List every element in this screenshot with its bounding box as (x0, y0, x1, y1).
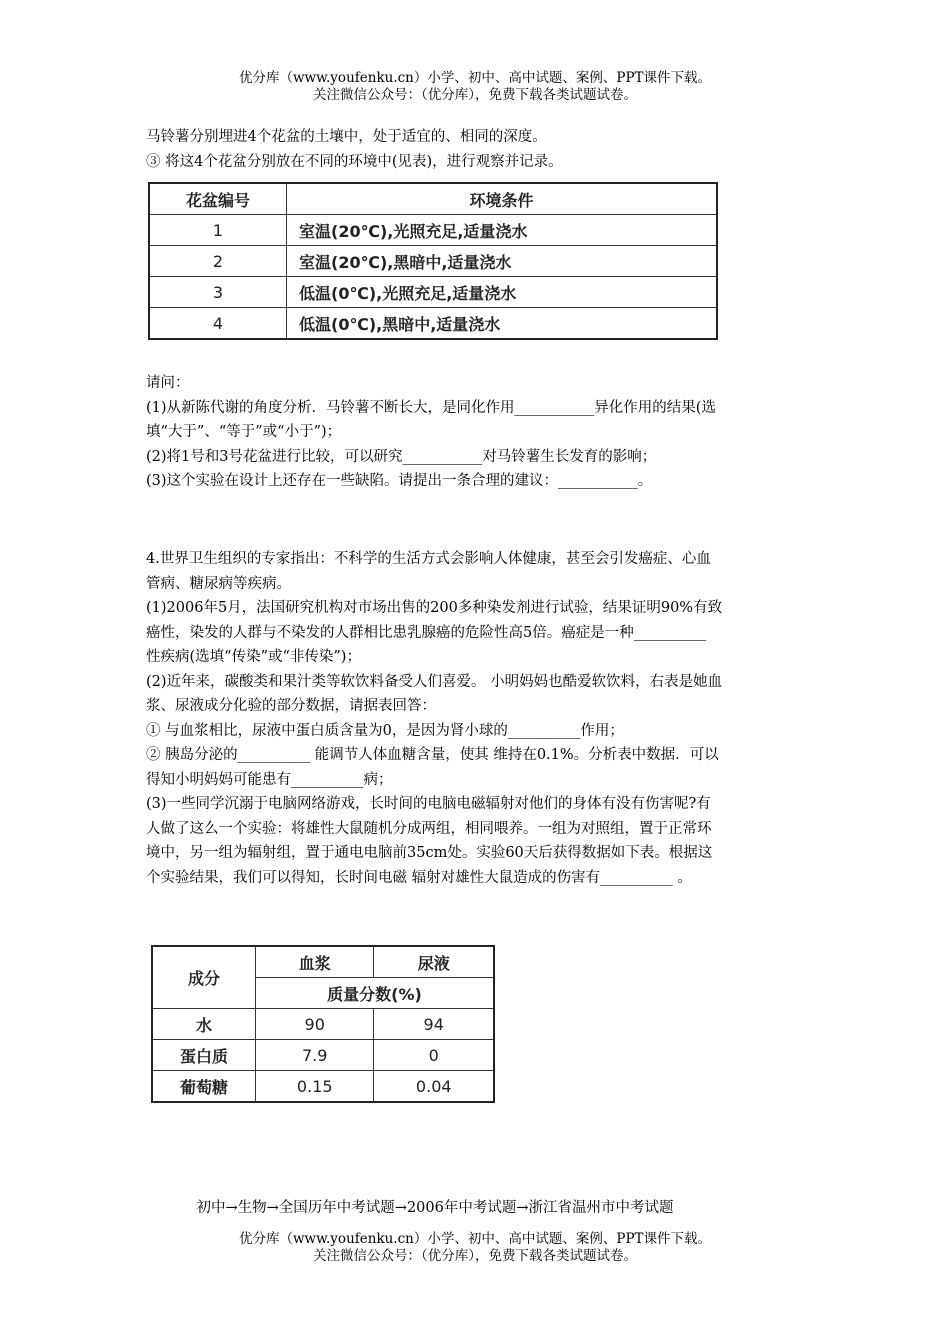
condition-cell: 室温(20℃),黑暗中,适量浇水 (287, 246, 718, 277)
question-3-3: (3)这个实验在设计上还存在一些缺陷。请提出一条合理的建议：___________。 (146, 473, 653, 489)
condition-cell: 室温(20℃),光照充足,适量浇水 (287, 215, 718, 246)
intro-line-1: 马铃薯分别埋进4个花盆的土壤中，处于适宜的、相同的深度。 (146, 129, 547, 145)
table-row (152, 1071, 494, 1103)
breadcrumb-path: 初中→生物→全国历年中考试题→2006年中考试题→浙江省温州市中考试题 (196, 1200, 674, 1216)
q4-line: ① 与血浆相比，尿液中蛋白质含量为0，是因为肾小球的__________作用； (146, 722, 624, 739)
intro-line-2: ③ 将这4个花盆分别放在不同的环境中(见表)，进行观察并记录。 (146, 153, 563, 170)
question-3-1a: (1)从新陈代谢的角度分析．马铃薯不断长大，是同化作用___________异化作用的结果(选 (146, 399, 716, 416)
urine-value-cell: 0.04 (374, 1071, 494, 1103)
table-row (149, 277, 717, 308)
urine-value-cell: 0 (374, 1040, 494, 1071)
table-row (149, 215, 717, 246)
page-header-bottom (0, 1231, 950, 1265)
pot-number-cell: 1 (149, 215, 287, 246)
corner-header-cell: 成分 (152, 946, 256, 1009)
page-header-top (0, 70, 950, 104)
table-row (149, 246, 717, 277)
q4-line: 人做了这么一个实验：将雄性大鼠随机分成两组，相同喂养。一组为对照组，置于正常环 (146, 820, 712, 837)
plasma-urine-table (151, 945, 495, 1103)
unit-header-cell: 质量分数(%) (256, 978, 495, 1009)
intro-text (146, 125, 812, 174)
q4-line: 管病、糖尿病等疾病。 (146, 575, 291, 592)
header-line-2: 关注微信公众号：（优分库），免费下载各类试题试卷。 (313, 1248, 637, 1264)
table-row (152, 1040, 494, 1071)
urine-header-cell: 尿液 (374, 946, 494, 978)
table-row (152, 1009, 494, 1040)
q4-line: (2)近年来，碳酸类和果汁类等软饮料备受人们喜爱。 小明妈妈也酷爱软饮料，右表是她血 (146, 673, 723, 690)
header-line-2: 关注微信公众号：（优分库），免费下载各类试题试卷。 (313, 87, 637, 103)
condition-cell: 低温(0℃),黑暗中,适量浇水 (287, 308, 718, 340)
plasma-value-cell: 0.15 (256, 1071, 374, 1103)
component-cell: 蛋白质 (152, 1040, 256, 1071)
header-line-1: 优分库（www.youfenku.cn）小学、初中、高中试题、案例、PPT课件下载。 (238, 70, 712, 86)
q4-line: 境中，另一组为辐射组，置于通电电脑前35cm处。实验60天后获得数据如下表。根据这 (146, 845, 713, 861)
plasma-value-cell: 7.9 (256, 1040, 374, 1071)
pot-number-cell: 3 (149, 277, 287, 308)
table-header-cell: 环境条件 (287, 183, 718, 215)
component-cell: 水 (152, 1009, 256, 1040)
q4-line: 性疾病(选填“传染”或“非传染”)； (146, 649, 361, 665)
question-3-1b: 填“大于”、“等于”或“小于”)； (146, 424, 342, 440)
q4-line: (1)2006年5月，法国研究机构对市场出售的200多种染发剂进行试验，结果证明90%有致 (146, 600, 723, 616)
table-row (149, 308, 717, 340)
q4-line: ② 胰岛分泌的__________ 能调节人体血糖含量，使其 维持在0.1%。分析表中数据．可以 (146, 747, 719, 763)
pot-number-cell: 4 (149, 308, 287, 340)
table-header-cell: 花盆编号 (149, 183, 287, 215)
component-cell: 葡萄糖 (152, 1071, 256, 1103)
q4-line: 浆、尿液成分化验的部分数据，请据表回答： (146, 698, 436, 714)
plasma-value-cell: 90 (256, 1009, 374, 1040)
q4-line: (3)一些同学沉溺于电脑网络游戏，长时间的电脑电磁辐射对他们的身体有没有伤害呢?有 (146, 796, 711, 812)
q4-line: 4.世界卫生组织的专家指出：不科学的生活方式会影响人体健康，甚至会引发癌症、心血 (146, 551, 711, 567)
pot-number-cell: 2 (149, 246, 287, 277)
table-header-row (152, 946, 494, 978)
header-line-1: 优分库（www.youfenku.cn）小学、初中、高中试题、案例、PPT课件下载。 (238, 1231, 712, 1247)
q4-line: 个实验结果，我们可以得知，长时间电磁 辐射对雄性大鼠造成的伤害有__________ 。 (146, 869, 692, 886)
question-3-2: (2)将1号和3号花盆进行比较，可以研究___________对马铃薯生长发育的影响； (146, 448, 657, 465)
table-header-row (149, 183, 717, 215)
question-3-subparts (146, 371, 812, 494)
q4-line: 得知小明妈妈可能患有__________病； (146, 771, 393, 788)
question-prompt: 请问： (146, 375, 190, 391)
q4-line: 癌性，染发的人群与不染发的人群相比患乳腺癌的危险性高5倍。癌症是一种__________ (146, 624, 707, 641)
plasma-header-cell: 血浆 (256, 946, 374, 978)
condition-cell: 低温(0℃),光照充足,适量浇水 (287, 277, 718, 308)
flowerpot-conditions-table (148, 182, 718, 340)
urine-value-cell: 94 (374, 1009, 494, 1040)
question-4 (146, 547, 812, 890)
